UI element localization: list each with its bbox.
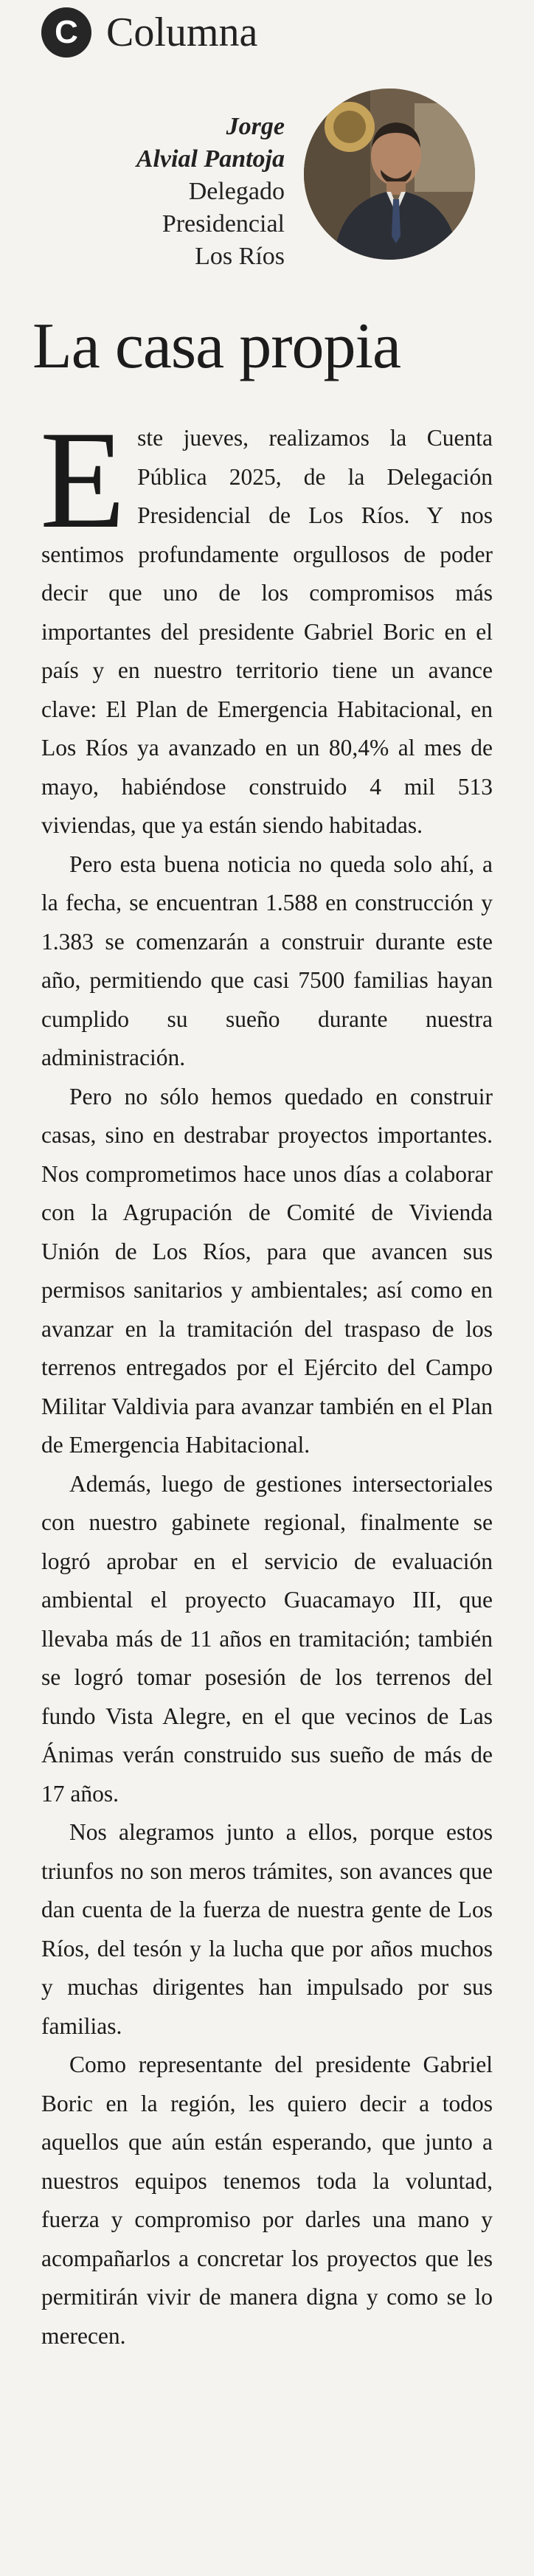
author-name-last: Alvial Pantoja [136, 145, 285, 173]
article-paragraph [40, 403, 493, 845]
author-role-1: Delegado [188, 178, 285, 205]
article-paragraph: Como representante del presidente Gabriel Boric en la región, les quiero decir a todos aquellos que aún están esperando, que junto a nuestros equipos tenemos toda la voluntad, fuerza y compromiso por darles una mano y acompañarlos a concretar los proyectos que les permitirán vivir de manera digna y como se lo merecen. [41, 2052, 493, 2349]
author-role-3: Los Ríos [195, 243, 285, 270]
author-role-2: Presidencial [162, 210, 285, 238]
author-portrait-icon [304, 89, 475, 260]
section-label: Columna [106, 10, 258, 55]
author-name-first: Jorge [226, 113, 285, 140]
drop-cap: E [40, 403, 126, 558]
section-header [41, 6, 257, 59]
column-logo-icon: C [41, 7, 91, 58]
article-title: La casa propia [32, 311, 401, 382]
author-block [136, 111, 285, 273]
article-body [40, 403, 493, 2355]
first-paragraph-text: ste jueves, realizamos la Cuenta Pública 2025, de la Delegación Presidencial de Los Ríos. Y nos sentimos profundamente orgullosos de poder decir que uno de los compromisos más importantes del presidente Gabriel Boric en el país y en nuestro territorio tiene un avance clave: El Plan de Emergencia Habitacional, en Los Ríos ya avanzado en un 80,4% al mes de mayo, habiéndose construido 4 mil 513 viviendas, que ya están siendo habitadas. [41, 425, 493, 838]
article-paragraph: Pero no sólo hemos quedado en construir casas, sino en destrabar proyectos importantes. Nos comprometimos hace unos días a colaborar con la Agrupación de Comité de Vivienda Unión de Los Ríos, para que avancen sus permisos sanitarios y ambientales; así como en avanzar en la tramitación del traspaso de los terrenos entregados por el Ejército del Campo Militar Valdivia para avanzar también en el Plan de Emergencia Habitacional. [41, 1083, 493, 1458]
article-paragraph: Pero esta buena noticia no queda solo ahí, a la fecha, se encuentran 1.588 en construcción y 1.383 se comenzarán a construir durante este año, permitiendo que casi 7500 familias hayan cumplido su sueño durante nuestra administración. [41, 851, 493, 1070]
article-paragraph: Además, luego de gestiones intersectoriales con nuestro gabinete regional, finalmente se logró aprobar en el servicio de evaluación ambiental el proyecto Guacamayo III, que llevaba más de 11 años en tramitación; también se logró tomar posesión de los terrenos del fundo Vista Alegre, en el que vecinos de Las Ánimas verán construido sus sueño de más de 17 años. [41, 1470, 493, 1807]
article-paragraph: Nos alegramos junto a ellos, porque estos triunfos no son meros trámites, son avances que dan cuenta de la fuerza de nuestra gente de Los Ríos, del tesón y la lucha que por años muchos y muchas dirigentes han impulsado por sus familias. [41, 1819, 493, 2039]
author-photo [304, 89, 475, 260]
